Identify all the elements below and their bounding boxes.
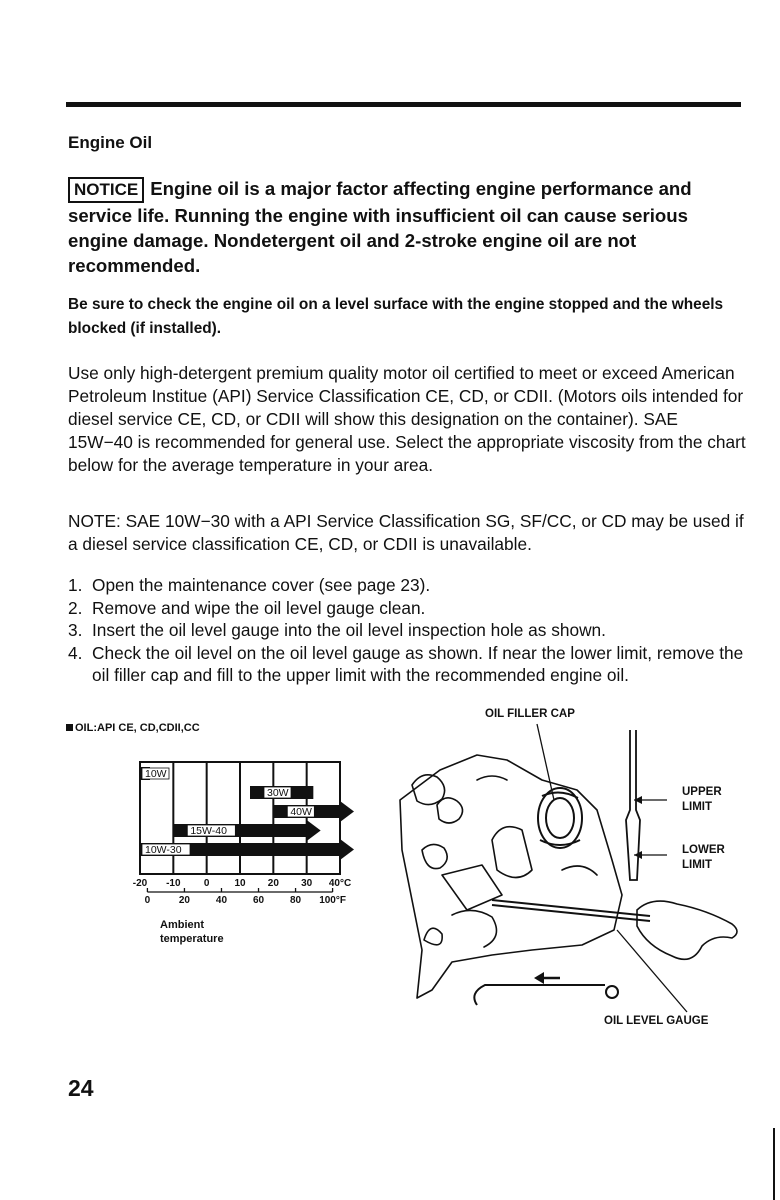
- celsius-tick-label: -10: [166, 878, 181, 889]
- section-title: Engine Oil: [68, 133, 153, 152]
- gauge-label: OIL LEVEL GAUGE: [604, 1015, 709, 1027]
- bar-label: 30W: [267, 787, 289, 799]
- bar-arrow-40w: [340, 801, 354, 822]
- page-number: 24: [68, 1075, 94, 1101]
- notice-text: Engine oil is a major factor affecting engine performance and service life. Running the engine with insufficient oil can cause serious engine damage. Nondetergent oil and 2-stroke engine oil are not recommended.: [68, 178, 692, 276]
- oil-filler-cap-icon: [538, 788, 582, 848]
- viscosity-chart: [120, 756, 360, 961]
- chart-bars: [140, 767, 354, 860]
- step-text: Remove and wipe the oil level gauge clean.: [92, 597, 426, 618]
- step-text: Open the maintenance cover (see page 23).: [92, 575, 431, 595]
- celsius-tick-label: -20: [132, 878, 148, 889]
- lower-limit-label: LIMIT: [682, 859, 713, 871]
- step-text: Check the oil level on the oil level gauge as shown. If near the lower limit, remove the oil filler cap and fill to the upper limit with the recommended engine oil.: [92, 642, 744, 685]
- step-item: [68, 597, 744, 620]
- bar-label: 10W-30: [145, 844, 182, 856]
- step-number: 2.: [68, 597, 83, 618]
- step-item: [68, 619, 744, 642]
- edge-mark: [773, 1128, 775, 1200]
- engine-detail: [492, 827, 532, 878]
- fahrenheit-tick-label: 40: [215, 895, 228, 906]
- notice-block: [68, 176, 744, 278]
- step-item: [68, 574, 744, 597]
- top-rule: [66, 102, 741, 107]
- bar-label: 10W: [145, 768, 167, 780]
- celsius-tick-label: 0: [203, 878, 210, 889]
- x-axis-title: Ambient: [160, 919, 204, 931]
- upper-limit-arrow-icon: [634, 796, 667, 804]
- step-text: Insert the oil level gauge into the oil level inspection hole as shown.: [92, 620, 606, 640]
- fahrenheit-tick-label: 60: [252, 895, 265, 906]
- bar-label: 40W: [290, 806, 312, 818]
- gauge-leader: [617, 930, 687, 1012]
- x-axis-title: temperature: [160, 933, 224, 945]
- remove-arrow-icon: [534, 972, 560, 984]
- bar-label: 15W-40: [190, 825, 227, 837]
- celsius-tick-label: 30: [301, 878, 313, 889]
- dipstick-gauge-detail: [626, 730, 640, 880]
- celsius-tick-label: 40°C: [328, 878, 352, 889]
- note-paragraph: NOTE: SAE 10W−30 with a API Service Classification SG, SF/CC, or CD may be used if a diesel service classification CE, CD, or CDII is unavailable.: [68, 511, 744, 554]
- bar-arrow-15w-40: [307, 820, 321, 841]
- celsius-tick-label: 10: [234, 878, 246, 889]
- celsius-tick-label: 20: [267, 878, 279, 889]
- bar-arrow-10w-30: [340, 839, 354, 860]
- chart-axis: [133, 878, 351, 945]
- notice-badge: NOTICE: [68, 177, 144, 203]
- lower-label: LOWER: [682, 844, 725, 856]
- step-number: 4.: [68, 642, 83, 663]
- engine-detail: [562, 866, 597, 875]
- engine-detail: [477, 776, 507, 780]
- step-number: 1.: [68, 575, 83, 595]
- step-number: 3.: [68, 620, 83, 640]
- oil-spec-paragraph: Use only high-detergent premium quality motor oil certified to meet or exceed American Petroleum Institue (API) Service Classification CE, CD, or CDII. (Motors oils intended for diesel service CE, CD, or CDII will show this designation on the container). SAE 15W−40 is recommended for general use. Select the appropriate viscosity from the chart below for the average temperature in your area.: [68, 363, 746, 475]
- check-note: Be sure to check the engine oil on a level surface with the engine stopped and the wheels blocked (if installed).: [68, 296, 724, 337]
- engine-detail: [452, 910, 497, 947]
- engine-detail: [424, 928, 442, 945]
- inserted-dipstick: [492, 900, 650, 921]
- engine-detail: [422, 844, 447, 868]
- oil-spec-text: OIL:API CE, CD,CDII,CC: [75, 722, 200, 734]
- fahrenheit-tick-label: 80: [289, 895, 302, 906]
- removed-dipstick: [474, 985, 618, 1005]
- engine-detail: [437, 798, 463, 823]
- engine-illustration: [382, 700, 772, 1035]
- filler-cap-label: OIL FILLER CAP: [485, 708, 575, 720]
- fahrenheit-tick-label: 20: [178, 895, 191, 906]
- procedure-steps: [68, 574, 744, 687]
- hand-icon: [637, 901, 737, 959]
- filler-cap-leader: [537, 724, 554, 800]
- engine-detail: [442, 865, 502, 910]
- oil-spec-label: [66, 722, 200, 734]
- bullet-square-icon: [66, 724, 73, 731]
- fahrenheit-tick-label: 100°F: [319, 895, 346, 906]
- step-item: [68, 642, 744, 687]
- upper-limit-label: LIMIT: [682, 801, 713, 813]
- upper-label: UPPER: [682, 786, 722, 798]
- fahrenheit-tick-label: 0: [144, 895, 151, 906]
